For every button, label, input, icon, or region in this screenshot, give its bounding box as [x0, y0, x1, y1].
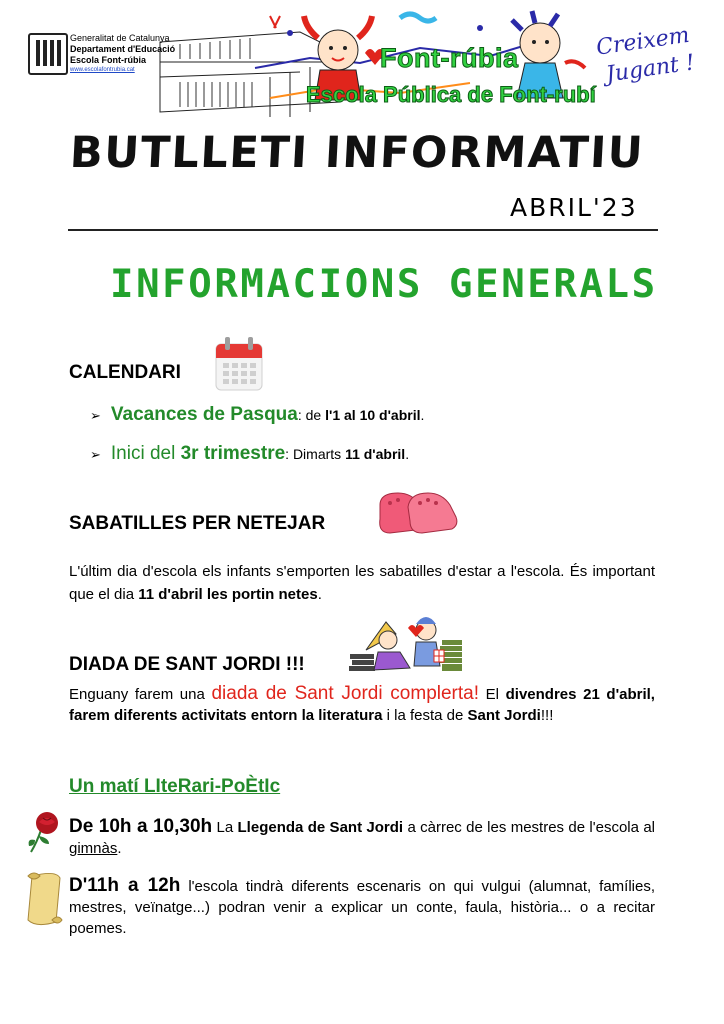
header-divider	[68, 229, 658, 231]
school-name: Font-rúbia	[380, 43, 519, 73]
calendar-item-easter: ➢ Vacances de Pasqua: de l'1 al 10 d'abril.	[90, 404, 425, 425]
school-subtitle: Escola Pública de Font-rubí	[306, 82, 596, 107]
school-url-link[interactable]: www.escolafontrubia.cat	[70, 67, 135, 73]
issue-month: ABRIL'23	[510, 193, 638, 222]
bird	[400, 14, 436, 21]
slippers-text: L'últim dia d'escola els infants s'emporten les sabatilles d'estar a l'escola. És important que el dia 11 d'abril les portin netes.	[69, 563, 655, 603]
slippers-illustration	[376, 487, 458, 539]
sant-jordi-illustration	[346, 610, 466, 674]
sant-jordi-text: Enguany farem una diada de Sant Jordi complerta! El divendres 21 d'abril, farem diferents activitats entorn la literatura i la festa de Sant Jordi!!!	[69, 683, 655, 724]
calendar-heading: CALENDARI	[69, 362, 181, 383]
rose-icon	[27, 810, 65, 854]
morning-item-legend: De 10h a 10,30h La Llegenda de Sant Jordi a càrrec de les mestres de l'escola al gimnàs.	[69, 816, 655, 857]
calendar-icon	[214, 336, 264, 392]
bulletin-title: BUTLLETI INFORMATIU	[68, 128, 646, 178]
calendar-item-term: ➢ Inici del 3r trimestre: Dimarts 11 d'abril.	[90, 443, 410, 464]
department-name: Departament d'Educació	[70, 44, 176, 54]
arrow-bullet-icon: ➢	[90, 408, 101, 423]
generalitat-logo	[28, 33, 68, 75]
scroll-icon	[24, 870, 64, 926]
slippers-heading: SABATILLES PER NETEJAR	[69, 513, 326, 534]
motto-line-1: Creixem	[594, 22, 691, 61]
motto	[595, 22, 697, 91]
morning-item-stages: D'11h a 12h l'escola tindrà diferents escenaris on qui vulgui (alumnat, famílies, mestres, veïnatge...) podran venir a explicar un conte, faula, història... o a recitar poemes.	[69, 875, 656, 937]
motto-line-2: Jugant !	[604, 50, 697, 88]
arrow-bullet-icon: ➢	[90, 447, 101, 462]
morning-heading: Un matí LIteRari-PoÈtIc	[69, 776, 281, 797]
section-title: INFORMACIONS GENERALS	[110, 262, 658, 307]
sant-jordi-heading: DIADA DE SANT JORDI !!!	[69, 654, 305, 675]
gencat-name: Generalitat de Catalunya	[70, 33, 170, 43]
school-label: Escola Font-rúbia	[70, 55, 147, 65]
